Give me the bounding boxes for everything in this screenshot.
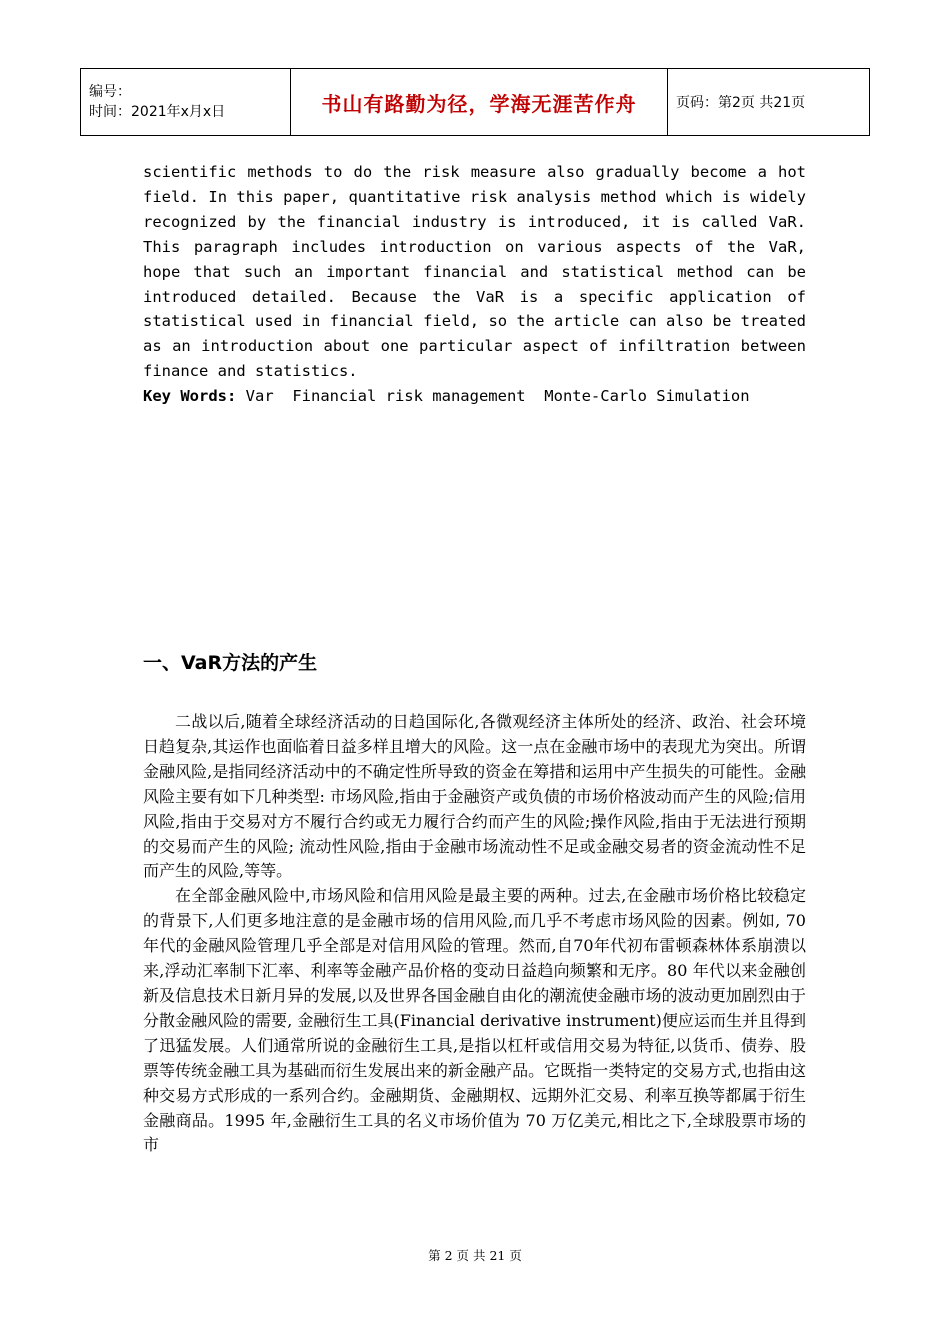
- header-table: [80, 68, 870, 136]
- page-footer: 第 2 页 共 21 页: [428, 1248, 522, 1263]
- header-motto: 书山有路勤为径，学海无涯苦作舟: [291, 69, 668, 136]
- section-body: [143, 710, 806, 1158]
- abstract-text: scientific methods to do the risk measure also gradually become a hot field. In this paper, quantitative risk analysis method which is widely recognized by the financial industry is introduced, it is called VaR. This paragraph includes introduction on various aspects of the VaR, hope that such an important financial and statistical method can be introduced detailed. Because the VaR is a specific application of statistical used in financial field, so the article can also be treated as an introduction about one particular aspect of infiltration between finance and statistics.: [143, 163, 806, 381]
- header-page-info: 页码：第2页 共21页: [668, 69, 870, 136]
- keywords-line: [143, 384, 806, 408]
- serial-label: 编号：: [89, 84, 131, 100]
- keywords-label: Key Words:: [143, 387, 237, 405]
- section-title: 一、VaR方法的产生: [143, 652, 318, 674]
- header-meta: [81, 69, 291, 136]
- time-label: 时间：2021年x月x日: [89, 104, 226, 120]
- body-paragraph: 二战以后,随着全球经济活动的日趋国际化,各微观经济主体所处的经济、政治、社会环境日趋复杂,其运作也面临着日益多样且增大的风险。这一点在金融市场中的表现尤为突出。所谓金融风险,是指同经济活动中的不确定性所导致的资金在筹措和运用中产生损失的可能性。金融风险主要有如下几种类型: 市场风险,指由于金融资产或负债的市场价格波动而产生的风险;信用风险,指由于交易对方不履行合约或无力履行合约而产生的风险;操作风险,指由于无法进行预期的交易而产生的风险; 流动性风险,指由于金融市场流动性不足或金融交易者的资金流动性不足而产生的风险,等等。: [143, 712, 806, 881]
- keywords-value: Var Financial risk management Monte-Carlo Simulation: [236, 387, 750, 405]
- body-paragraph: 在全部金融风险中,市场风险和信用风险是最主要的两种。过去,在金融市场价格比较稳定的背景下,人们更多地注意的是金融市场的信用风险,而几乎不考虑市场风险的因素。例如, 70 年代的金融风险管理几乎全部是对信用风险的管理。然而,自70年代初布雷顿森林体系崩溃以来,浮动汇率制下汇率、利率等金融产品价格的变动日益趋向频繁和无序。80 年代以来金融创新及信息技术日新月异的发展,以及世界各国金融自由化的潮流使金融市场的波动更加剧烈由于分散金融风险的需要, 金融衍生工具(Financial derivative instrument)便应运而生并且得到了迅猛发展。人们通常所说的金融衍生工具,是指以杠杆或信用交易为特征,以货币、债券、股票等传统金融工具为基础而衍生发展出来的新金融产品。它既指一类特定的交易方式,也指由这种交易方式形成的一系列合约。金融期货、金融期权、远期外汇交易、利率互换等都属于衍生金融商品。1995 年,金融衍生工具的名义市场价值为 70 万亿美元,相比之下,全球股票市场的市: [143, 886, 806, 1155]
